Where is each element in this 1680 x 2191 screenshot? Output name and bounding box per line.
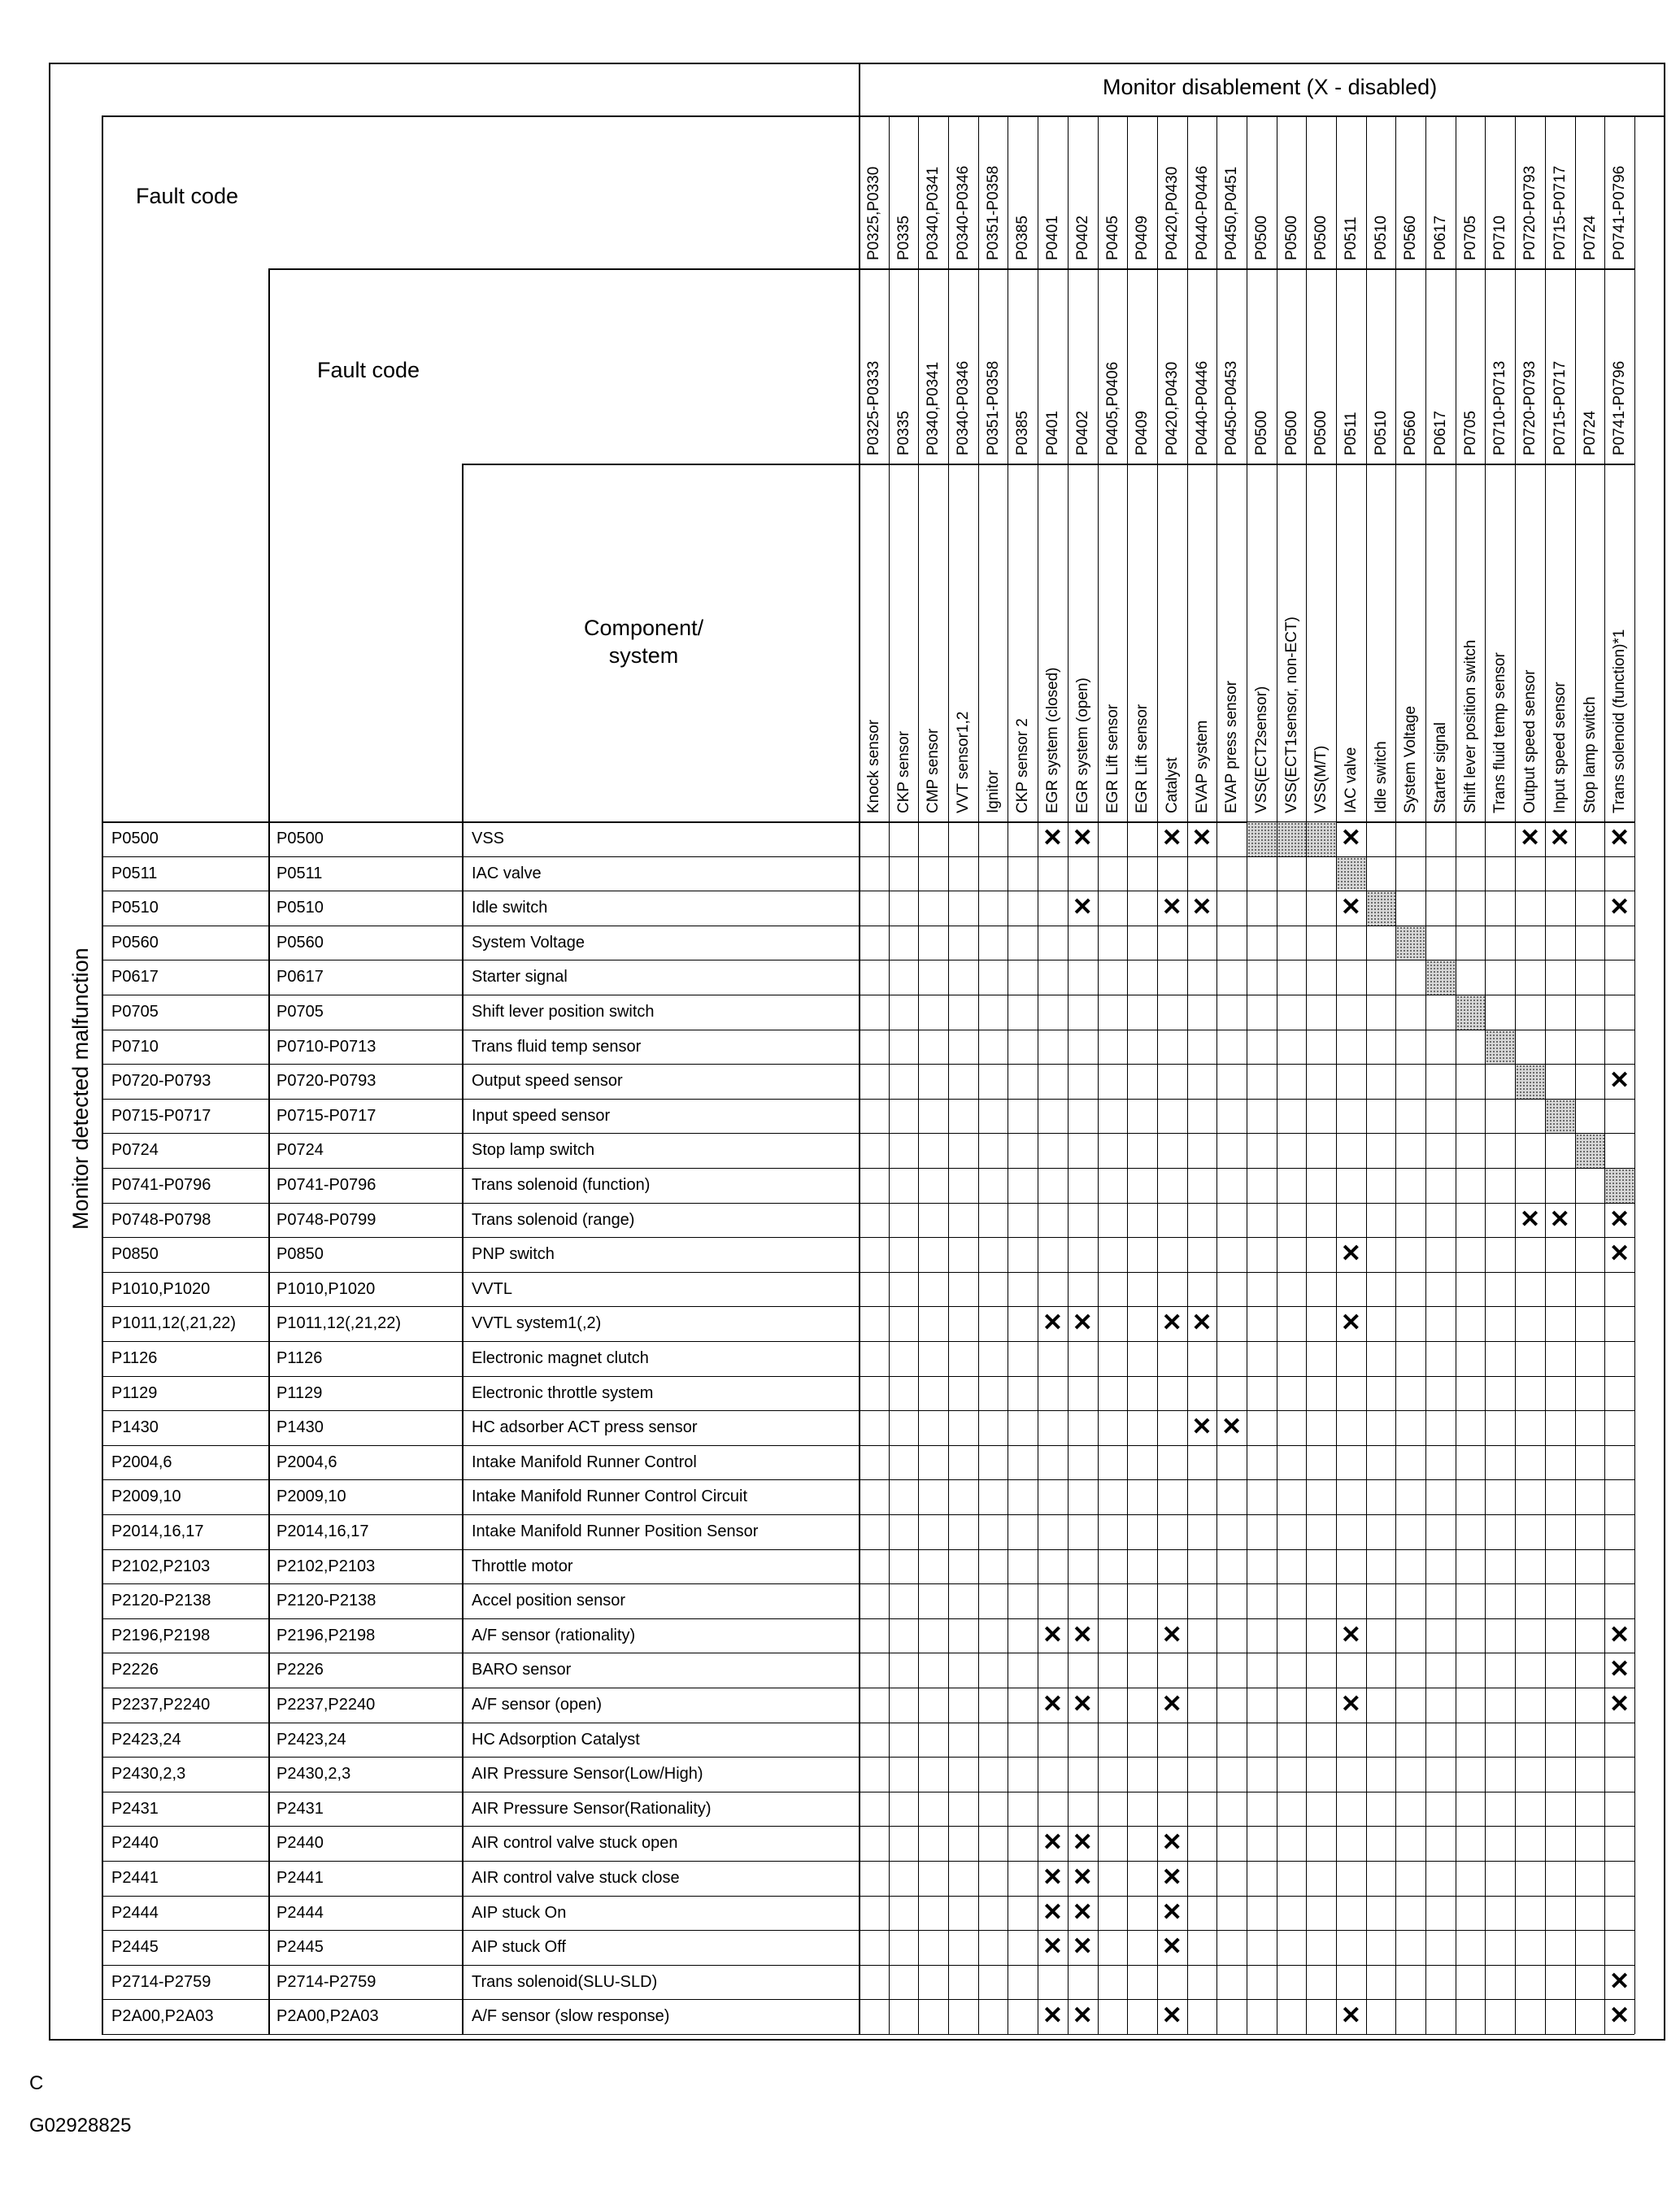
column-component: CKP sensor 2 <box>1014 718 1032 813</box>
shaded-cell <box>1576 1134 1605 1168</box>
row-fault-code-1: P1126 <box>111 1349 158 1367</box>
column-code2: P0710-P0713 <box>1491 360 1509 455</box>
row-separator <box>102 1826 1634 1827</box>
row-component: BARO sensor <box>472 1661 572 1679</box>
row-separator <box>102 1376 1634 1377</box>
disabled-mark: ✕ <box>1609 894 1630 921</box>
column-code2: P0500 <box>1282 411 1300 455</box>
row-fault-code-1: P2445 <box>111 1938 159 1957</box>
column-separator <box>1485 115 1486 2034</box>
row-component: Output speed sensor <box>472 1072 623 1091</box>
column-component: Trans fluid temp sensor <box>1491 652 1509 813</box>
row-fault-code-2: P2444 <box>276 1903 324 1922</box>
disabled-mark: ✕ <box>1519 825 1541 852</box>
row-fault-code-2: P0710-P0713 <box>276 1037 376 1056</box>
column-component: Knock sensor <box>865 719 882 813</box>
column-separator <box>1216 115 1217 2034</box>
disabled-mark: ✕ <box>1609 1067 1630 1095</box>
fault-code-header-2: Fault code <box>317 358 420 382</box>
row-component: AIP stuck On <box>472 1903 567 1922</box>
row-fault-code-1: P2431 <box>111 1799 159 1818</box>
row-component: AIR control valve stuck open <box>472 1834 678 1853</box>
column-separator <box>1127 115 1128 2034</box>
row-separator <box>102 2034 1634 2035</box>
row-fault-code-1: P2226 <box>111 1661 159 1679</box>
row-fault-code-1: P0850 <box>111 1245 159 1264</box>
row-fault-code-1: P0617 <box>111 968 159 987</box>
column-code1: P0450,P0451 <box>1223 166 1241 260</box>
disabled-mark: ✕ <box>1161 2002 1182 2030</box>
column-code2: P0409 <box>1134 411 1151 455</box>
disabled-mark: ✕ <box>1549 825 1570 852</box>
row-component: AIR Pressure Sensor(Rationality) <box>472 1799 712 1818</box>
column-component: System Voltage <box>1402 705 1420 813</box>
column-code2: P0560 <box>1402 411 1420 455</box>
row-fault-code-2: P2431 <box>276 1799 324 1818</box>
column-code2: P0720-P0793 <box>1521 360 1539 455</box>
disabled-mark: ✕ <box>1340 2002 1361 2030</box>
column-code2: P0351-P0358 <box>984 360 1002 455</box>
row-component: Trans solenoid(SLU-SLD) <box>472 1972 658 1991</box>
disabled-mark: ✕ <box>1609 1621 1630 1649</box>
shaded-cell <box>1307 822 1336 856</box>
column-component: Shift lever position switch <box>1461 639 1479 813</box>
disabled-mark: ✕ <box>1161 894 1182 921</box>
column-code2: P0401 <box>1044 411 1062 455</box>
row-component: Trans solenoid (range) <box>472 1210 635 1229</box>
column-code2: P0450-P0453 <box>1223 360 1241 455</box>
row-fault-code-1: P1011,12(,21,22) <box>111 1314 237 1333</box>
row-fault-code-2: P2004,6 <box>276 1453 337 1471</box>
row-component: Shift lever position switch <box>472 1003 655 1021</box>
column-separator <box>1336 115 1337 2034</box>
row-fault-code-2: P0510 <box>276 899 324 917</box>
row-fault-code-1: P2196,P2198 <box>111 1626 211 1644</box>
column-component: Stop lamp switch <box>1581 696 1599 813</box>
column-code2: P0500 <box>1252 411 1270 455</box>
disabled-mark: ✕ <box>1340 1691 1361 1718</box>
divider-col2 <box>268 268 270 2034</box>
disabled-mark: ✕ <box>1221 1413 1243 1441</box>
column-code2: P0405,P0406 <box>1103 361 1121 455</box>
column-separator <box>948 115 949 2034</box>
fault-code-header-1: Fault code <box>136 184 239 208</box>
column-component: Trans solenoid (function)*1 <box>1611 629 1629 813</box>
disabled-mark: ✕ <box>1161 1933 1182 1961</box>
row-fault-code-1: P2430,2,3 <box>111 1765 186 1784</box>
column-separator <box>1366 115 1367 2034</box>
column-component: Starter signal <box>1432 722 1450 813</box>
row-component: VVTL <box>472 1279 513 1298</box>
row-fault-code-2: P2423,24 <box>276 1730 346 1749</box>
row-fault-code-1: P2441 <box>111 1869 159 1887</box>
row-fault-code-2: P0850 <box>276 1245 324 1264</box>
divider-top-header <box>102 115 1665 117</box>
disabled-mark: ✕ <box>1072 1829 1093 1857</box>
disabled-mark: ✕ <box>1072 1898 1093 1926</box>
disabled-mark: ✕ <box>1161 1864 1182 1891</box>
column-code2: P0715-P0717 <box>1551 360 1569 455</box>
disabled-mark: ✕ <box>1519 1205 1541 1233</box>
row-component: AIR control valve stuck close <box>472 1869 680 1887</box>
column-separator <box>1306 115 1307 2034</box>
column-code2: P0500 <box>1312 411 1330 455</box>
shaded-cell <box>1396 926 1425 960</box>
row-fault-code-1: P0741-P0796 <box>111 1176 211 1194</box>
row-fault-code-2: P1126 <box>276 1349 323 1367</box>
row-fault-code-2: P2226 <box>276 1661 324 1679</box>
row-fault-code-1: P2102,P2103 <box>111 1557 211 1575</box>
row-separator <box>102 1341 1634 1342</box>
row-fault-code-2: P0748-P0799 <box>276 1210 376 1229</box>
row-fault-code-2: P2430,2,3 <box>276 1765 351 1784</box>
column-separator <box>889 115 890 2034</box>
divider-monitor <box>859 63 860 2034</box>
row-fault-code-2: P0741-P0796 <box>276 1176 376 1194</box>
row-fault-code-2: P2441 <box>276 1869 324 1887</box>
column-code1: P0409 <box>1134 216 1151 260</box>
row-component: Input speed sensor <box>472 1106 611 1125</box>
row-fault-code-1: P2444 <box>111 1903 159 1922</box>
disabled-mark: ✕ <box>1161 1898 1182 1926</box>
column-component: EVAP system <box>1193 720 1211 813</box>
column-code1: P0340,P0341 <box>925 166 942 260</box>
monitor-disablement-header: Monitor disablement (X - disabled) <box>1103 75 1438 99</box>
column-code1: P0500 <box>1252 216 1270 260</box>
column-separator <box>1545 115 1546 2034</box>
row-component: A/F sensor (rationality) <box>472 1626 636 1644</box>
row-fault-code-1: P0748-P0798 <box>111 1210 211 1229</box>
column-component: Catalyst <box>1163 757 1181 813</box>
column-code2: P0325-P0333 <box>865 360 882 455</box>
column-code2: P0510 <box>1372 411 1390 455</box>
disabled-mark: ✕ <box>1549 1205 1570 1233</box>
column-separator <box>918 115 919 2034</box>
row-component: HC Adsorption Catalyst <box>472 1730 640 1749</box>
row-component: Idle switch <box>472 899 548 917</box>
column-code1: P0402 <box>1073 216 1091 260</box>
row-component: Starter signal <box>472 968 568 987</box>
row-fault-code-2: P2009,10 <box>276 1488 346 1506</box>
row-fault-code-1: P2009,10 <box>111 1488 181 1506</box>
column-separator <box>1425 115 1426 2034</box>
shaded-cell <box>1486 1030 1515 1065</box>
row-component: Intake Manifold Runner Position Sensor <box>472 1522 759 1540</box>
column-component: VVT sensor1,2 <box>955 711 973 813</box>
divider-col3 <box>462 464 464 2034</box>
row-component: HC adsorber ACT press sensor <box>472 1418 698 1437</box>
disabled-mark: ✕ <box>1042 1621 1064 1649</box>
column-code1: P0500 <box>1282 216 1300 260</box>
disabled-mark: ✕ <box>1161 1309 1182 1337</box>
shaded-cell <box>1605 1169 1634 1203</box>
row-component: Trans solenoid (function) <box>472 1176 651 1194</box>
disabled-mark: ✕ <box>1072 825 1093 852</box>
column-code1: P0705 <box>1461 216 1479 260</box>
row-fault-code-1: P0511 <box>111 864 158 882</box>
row-fault-code-2: P0705 <box>276 1003 324 1021</box>
column-component: EVAP press sensor <box>1223 681 1241 813</box>
column-code1: P0710 <box>1491 216 1509 260</box>
row-fault-code-2: P2440 <box>276 1834 324 1853</box>
disabled-mark: ✕ <box>1161 1829 1182 1857</box>
row-separator <box>102 1410 1634 1411</box>
row-component: Intake Manifold Runner Control Circuit <box>472 1488 748 1506</box>
row-fault-code-2: P1011,12(,21,22) <box>276 1314 402 1333</box>
row-fault-code-2: P0724 <box>276 1141 324 1160</box>
row-component: VVTL system1(,2) <box>472 1314 602 1333</box>
disabled-mark: ✕ <box>1042 825 1064 852</box>
row-fault-code-1: P0705 <box>111 1003 159 1021</box>
shaded-cell <box>1546 1100 1575 1134</box>
row-fault-code-2: P0617 <box>276 968 324 987</box>
shaded-cell <box>1516 1065 1545 1099</box>
row-fault-code-2: P0715-P0717 <box>276 1106 376 1125</box>
shaded-cell <box>1456 995 1486 1030</box>
shaded-cell <box>1337 857 1366 891</box>
disabled-mark: ✕ <box>1072 894 1093 921</box>
row-fault-code-1: P2120-P2138 <box>111 1592 211 1610</box>
component-system-header: Component/ system <box>584 616 704 668</box>
disabled-mark: ✕ <box>1609 1691 1630 1718</box>
column-code1: P0511 <box>1343 216 1360 260</box>
column-code2: P0385 <box>1014 411 1032 455</box>
row-separator <box>102 1133 1634 1134</box>
row-fault-code-2: P0720-P0793 <box>276 1072 376 1091</box>
disabled-mark: ✕ <box>1161 825 1182 852</box>
disabled-mark: ✕ <box>1072 1691 1093 1718</box>
column-separator <box>1634 115 1635 2034</box>
column-component: Input speed sensor <box>1551 682 1569 813</box>
column-code2: P0440-P0446 <box>1193 360 1211 455</box>
disabled-mark: ✕ <box>1609 1967 1630 1995</box>
row-fault-code-2: P0511 <box>276 864 323 882</box>
column-separator <box>1187 115 1188 2034</box>
row-component: PNP switch <box>472 1245 555 1264</box>
row-fault-code-1: P1430 <box>111 1418 159 1437</box>
disabled-mark: ✕ <box>1340 1240 1361 1268</box>
disabled-mark: ✕ <box>1609 1205 1630 1233</box>
disabled-mark: ✕ <box>1042 1829 1064 1857</box>
disabled-mark: ✕ <box>1609 825 1630 852</box>
row-fault-code-2: P2714-P2759 <box>276 1972 376 1991</box>
column-code2: P0340,P0341 <box>925 361 942 455</box>
column-separator <box>1395 115 1396 2034</box>
row-fault-code-2: P1430 <box>276 1418 324 1437</box>
row-component: System Voltage <box>472 933 585 952</box>
column-component: EGR Lift sensor <box>1103 703 1121 813</box>
disabled-mark: ✕ <box>1609 2002 1630 2030</box>
row-component: AIP stuck Off <box>472 1938 566 1957</box>
column-code1: P0617 <box>1432 216 1450 260</box>
disabled-mark: ✕ <box>1042 2002 1064 2030</box>
row-component: Trans fluid temp sensor <box>472 1037 642 1056</box>
row-fault-code-1: P2423,24 <box>111 1730 181 1749</box>
divider-body <box>102 821 1634 823</box>
column-code1: P0351-P0358 <box>984 165 1002 260</box>
column-component: EGR Lift sensor <box>1134 703 1151 813</box>
disabled-mark: ✕ <box>1072 1933 1093 1961</box>
row-fault-code-2: P2014,16,17 <box>276 1522 369 1540</box>
column-code1: P0560 <box>1402 216 1420 260</box>
row-component: A/F sensor (slow response) <box>472 2007 670 2026</box>
column-code1: P0420,P0430 <box>1163 166 1181 260</box>
column-code2: P0402 <box>1073 411 1091 455</box>
column-separator <box>978 115 979 2034</box>
row-fault-code-1: P0710 <box>111 1037 159 1056</box>
row-fault-code-2: P0560 <box>276 933 324 952</box>
column-code1: P0405 <box>1103 216 1121 260</box>
disabled-mark: ✕ <box>1042 1864 1064 1891</box>
disabled-mark: ✕ <box>1609 1656 1630 1684</box>
column-code2: P0340-P0346 <box>955 360 973 455</box>
column-separator <box>1575 115 1576 2034</box>
row-separator <box>102 1930 1634 1931</box>
column-code1: P0500 <box>1312 216 1330 260</box>
shaded-cell <box>1367 891 1396 926</box>
column-code1: P0741-P0796 <box>1611 165 1629 260</box>
disabled-mark: ✕ <box>1191 1413 1212 1441</box>
row-component: Electronic magnet clutch <box>472 1349 649 1367</box>
divider-code2 <box>268 268 1634 270</box>
row-fault-code-1: P0720-P0793 <box>111 1072 211 1091</box>
column-code1: P0325,P0330 <box>865 166 882 260</box>
row-fault-code-1: P2714-P2759 <box>111 1972 211 1991</box>
row-fault-code-2: P2237,P2240 <box>276 1696 376 1714</box>
column-code1: P0715-P0717 <box>1551 165 1569 260</box>
footer-letter: C <box>29 2072 44 2094</box>
column-component: Output speed sensor <box>1521 669 1539 813</box>
column-code2: P0741-P0796 <box>1611 360 1629 455</box>
row-fault-code-1: P0715-P0717 <box>111 1106 211 1125</box>
disabled-mark: ✕ <box>1161 1621 1182 1649</box>
row-component: AIR Pressure Sensor(Low/High) <box>472 1765 703 1784</box>
disabled-mark: ✕ <box>1340 894 1361 921</box>
row-component: VSS <box>472 830 505 847</box>
row-fault-code-1: P2237,P2240 <box>111 1696 211 1714</box>
column-code1: P0720-P0793 <box>1521 165 1539 260</box>
row-component: Stop lamp switch <box>472 1141 595 1160</box>
disabled-mark: ✕ <box>1072 1621 1093 1649</box>
disabled-mark: ✕ <box>1340 1621 1361 1649</box>
row-fault-code-2: P2445 <box>276 1938 324 1957</box>
column-component: Idle switch <box>1372 741 1390 813</box>
row-fault-code-2: P1129 <box>276 1383 323 1402</box>
column-code2: P0511 <box>1343 412 1360 455</box>
column-component: VSS(ECT2sensor) <box>1252 686 1270 813</box>
row-fault-code-1: P2014,16,17 <box>111 1522 204 1540</box>
column-code1: P0440-P0446 <box>1193 165 1211 260</box>
disabled-mark: ✕ <box>1340 1309 1361 1337</box>
row-separator <box>102 1237 1634 1238</box>
row-component: Intake Manifold Runner Control <box>472 1453 697 1471</box>
column-component: CKP sensor <box>894 730 912 813</box>
disabled-mark: ✕ <box>1072 2002 1093 2030</box>
row-fault-code-1: P0724 <box>111 1141 159 1160</box>
column-separator <box>1098 115 1099 2034</box>
row-fault-code-2: P0500 <box>276 830 324 847</box>
column-component: VSS(M/T) <box>1312 745 1330 813</box>
shaded-cell <box>1277 822 1307 856</box>
column-code2: P0705 <box>1461 411 1479 455</box>
row-fault-code-1: P2A00,P2A03 <box>111 2007 214 2026</box>
column-code1: P0401 <box>1044 216 1062 260</box>
column-code1: P0385 <box>1014 216 1032 260</box>
disabled-mark: ✕ <box>1042 1309 1064 1337</box>
row-separator <box>102 856 1634 857</box>
column-code1: P0724 <box>1581 216 1599 260</box>
side-label: Monitor detected malfunction <box>68 947 93 1230</box>
column-component: EGR system (closed) <box>1044 667 1062 813</box>
column-component: EGR system (open) <box>1073 677 1091 813</box>
row-fault-code-2: P2120-P2138 <box>276 1592 376 1610</box>
column-separator <box>1157 115 1158 2034</box>
row-fault-code-2: P1010,P1020 <box>276 1279 376 1298</box>
shaded-cell <box>1426 960 1456 995</box>
disabled-mark: ✕ <box>1191 1309 1212 1337</box>
column-code1: P0510 <box>1372 216 1390 260</box>
column-code2: P0724 <box>1581 411 1599 455</box>
column-code2: P0335 <box>894 411 912 455</box>
shaded-cell <box>1247 822 1277 856</box>
row-component: A/F sensor (open) <box>472 1696 603 1714</box>
row-fault-code-2: P2196,P2198 <box>276 1626 376 1644</box>
column-code2: P0420,P0430 <box>1163 361 1181 455</box>
row-component: Accel position sensor <box>472 1592 625 1610</box>
disabled-mark: ✕ <box>1042 1933 1064 1961</box>
disabled-mark: ✕ <box>1191 894 1212 921</box>
row-component: IAC valve <box>472 864 542 882</box>
disabled-mark: ✕ <box>1042 1691 1064 1718</box>
disabled-mark: ✕ <box>1072 1864 1093 1891</box>
row-fault-code-1: P1010,P1020 <box>111 1279 211 1298</box>
row-fault-code-1: P0510 <box>111 899 159 917</box>
row-fault-code-1: P0500 <box>111 830 159 847</box>
divider-col1 <box>102 115 103 2034</box>
disabled-mark: ✕ <box>1042 1898 1064 1926</box>
disabled-mark: ✕ <box>1340 825 1361 852</box>
row-fault-code-2: P2A00,P2A03 <box>276 2007 379 2026</box>
figure-id: G02928825 <box>29 2115 132 2137</box>
disabled-mark: ✕ <box>1609 1240 1630 1268</box>
column-component: CMP sensor <box>925 728 942 813</box>
disabled-mark: ✕ <box>1072 1309 1093 1337</box>
column-component: Ignitor <box>984 770 1002 813</box>
divider-component <box>462 464 1634 465</box>
row-separator <box>102 1861 1634 1862</box>
row-fault-code-2: P2102,P2103 <box>276 1557 376 1575</box>
row-component: Electronic throttle system <box>472 1383 654 1402</box>
row-fault-code-1: P2004,6 <box>111 1453 172 1471</box>
row-fault-code-1: P2440 <box>111 1834 159 1853</box>
column-code1: P0335 <box>894 216 912 260</box>
column-component: IAC valve <box>1343 747 1360 813</box>
column-code1: P0340-P0346 <box>955 165 973 260</box>
row-component: Throttle motor <box>472 1557 573 1575</box>
disabled-mark: ✕ <box>1161 1691 1182 1718</box>
disabled-mark: ✕ <box>1191 825 1212 852</box>
column-component: VSS(ECT1sensor, non-ECT) <box>1282 616 1300 813</box>
row-fault-code-1: P0560 <box>111 933 159 952</box>
row-separator <box>102 1896 1634 1897</box>
column-code2: P0617 <box>1432 411 1450 455</box>
row-fault-code-1: P1129 <box>111 1383 158 1402</box>
